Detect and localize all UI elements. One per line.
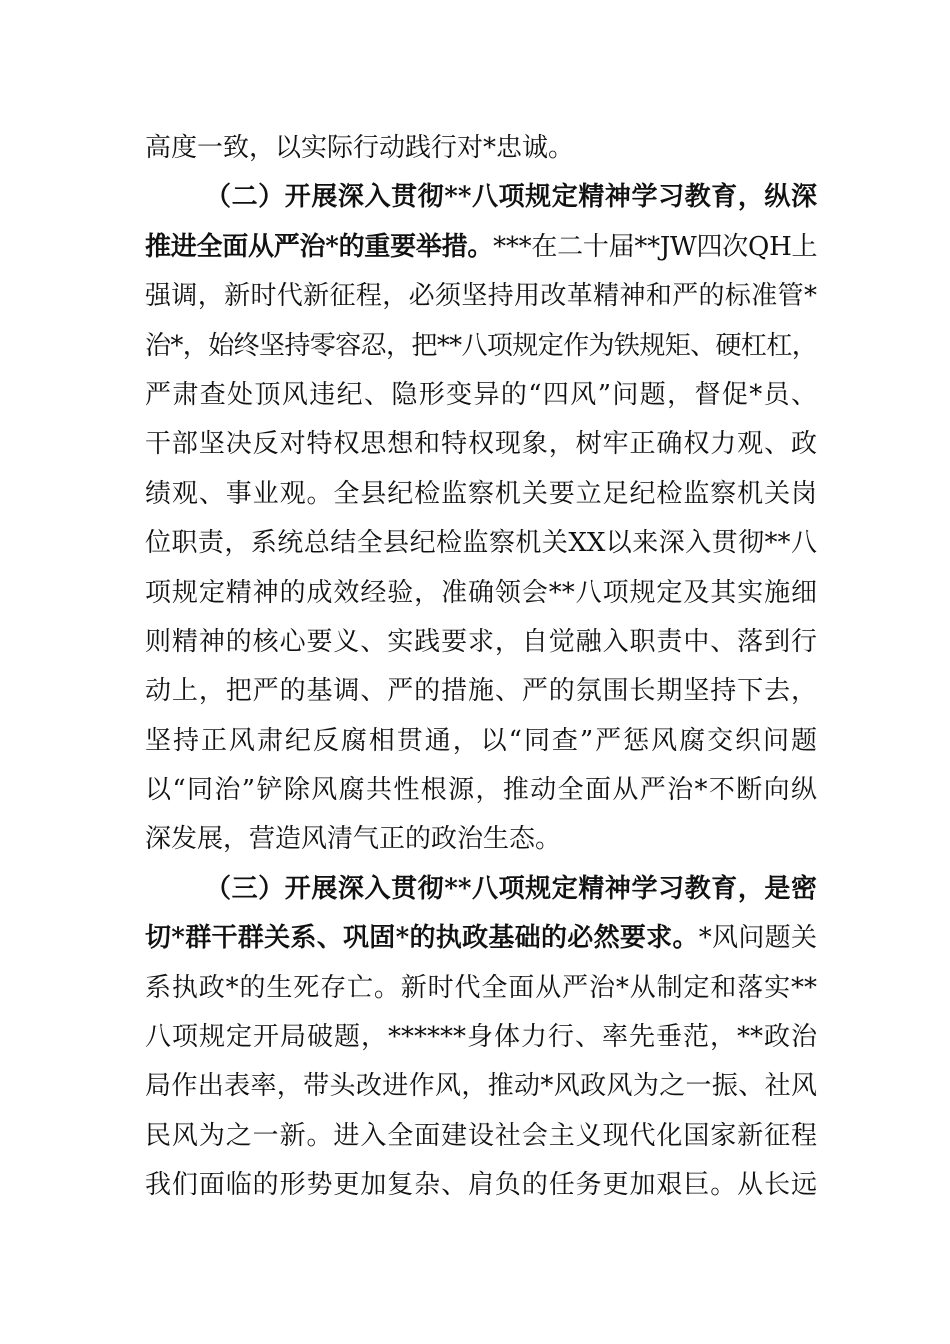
line-text: 动上，把严的基调、严的措施、严的氛围长期坚持下去， (145, 676, 817, 707)
line-text: 民风为之一新。进入全面建设社会主义现代化国家新征程 (145, 1120, 817, 1151)
line-text: 局作出表率，带头改进作风，推动*风政风为之一振、社风 (145, 1071, 817, 1102)
text-line (145, 618, 817, 667)
line-text: 坚持正风肃纪反腐相贯通，以“同查”严惩风腐交织问题 (145, 725, 817, 756)
section-heading: （三）开展深入贯彻**八项规定精神学习教育，是密 (205, 873, 817, 904)
text-line (145, 519, 817, 568)
line-text: 绩观、事业观。全县纪检监察机关要立足纪检监察机关岗 (145, 478, 817, 509)
line-text: 治*，始终坚持零容忍，把**八项规定作为铁规矩、硬杠杠， (145, 330, 817, 361)
line-text: 以“同治”铲除风腐共性根源，推动全面从严治*不断向纵 (145, 775, 817, 806)
text-line (145, 1161, 817, 1210)
text-line (145, 1013, 817, 1062)
line-text: 系执政*的生死存亡。新时代全面从严治*从制定和落实** (145, 972, 817, 1003)
text-line (145, 865, 817, 914)
text-line (145, 766, 817, 815)
text-line (145, 420, 817, 469)
text-line (145, 1112, 817, 1161)
line-text: 深发展，营造风清气正的政治生态。 (145, 824, 562, 855)
text-line (145, 124, 817, 173)
section-heading: 推进全面从严治*的重要举措。 (145, 231, 494, 262)
text-line (145, 1062, 817, 1111)
text-line (145, 717, 817, 766)
line-text: 严肃查处顶风违纪、隐形变异的“四风”问题，督促*员、 (145, 379, 817, 410)
text-line (145, 322, 817, 371)
paragraph-3 (145, 865, 817, 1211)
line-text: 高度一致，以实际行动践行对*忠诚。 (145, 133, 575, 163)
section-heading: （二）开展深入贯彻**八项规定精神学习教育，纵深 (205, 182, 817, 213)
line-text: *风问题关 (698, 923, 817, 954)
line-text: 强调，新时代新征程，必须坚持用改革精神和严的标准管* (145, 281, 817, 312)
paragraph-2 (145, 173, 817, 864)
line-text: ***在二十届**JW四次QH上 (493, 231, 818, 262)
paragraph-1 (145, 124, 817, 173)
text-line (145, 964, 817, 1013)
document-page (145, 124, 817, 1211)
text-line (145, 272, 817, 321)
text-line (145, 470, 817, 519)
text-line (145, 223, 817, 272)
text-line (145, 173, 817, 222)
line-text: 干部坚决反对特权思想和特权现象，树牢正确权力观、政 (145, 429, 817, 460)
text-line (145, 569, 817, 618)
section-heading: 切*群干群关系、巩固*的执政基础的必然要求。 (145, 923, 699, 954)
text-line (145, 667, 817, 716)
line-text: 位职责，系统总结全县纪检监察机关XX以来深入贯彻**八 (145, 528, 817, 559)
line-text: 项规定精神的成效经验，准确领会**八项规定及其实施细 (145, 577, 817, 608)
line-text: 八项规定开局破题，******身体力行、率先垂范，**政治 (145, 1022, 817, 1053)
line-text: 则精神的核心要义、实践要求，自觉融入职责中、落到行 (145, 626, 817, 657)
text-line (145, 815, 817, 864)
line-text: 我们面临的形势更加复杂、肩负的任务更加艰巨。从长远 (145, 1170, 817, 1201)
text-line (145, 914, 817, 963)
text-line (145, 371, 817, 420)
